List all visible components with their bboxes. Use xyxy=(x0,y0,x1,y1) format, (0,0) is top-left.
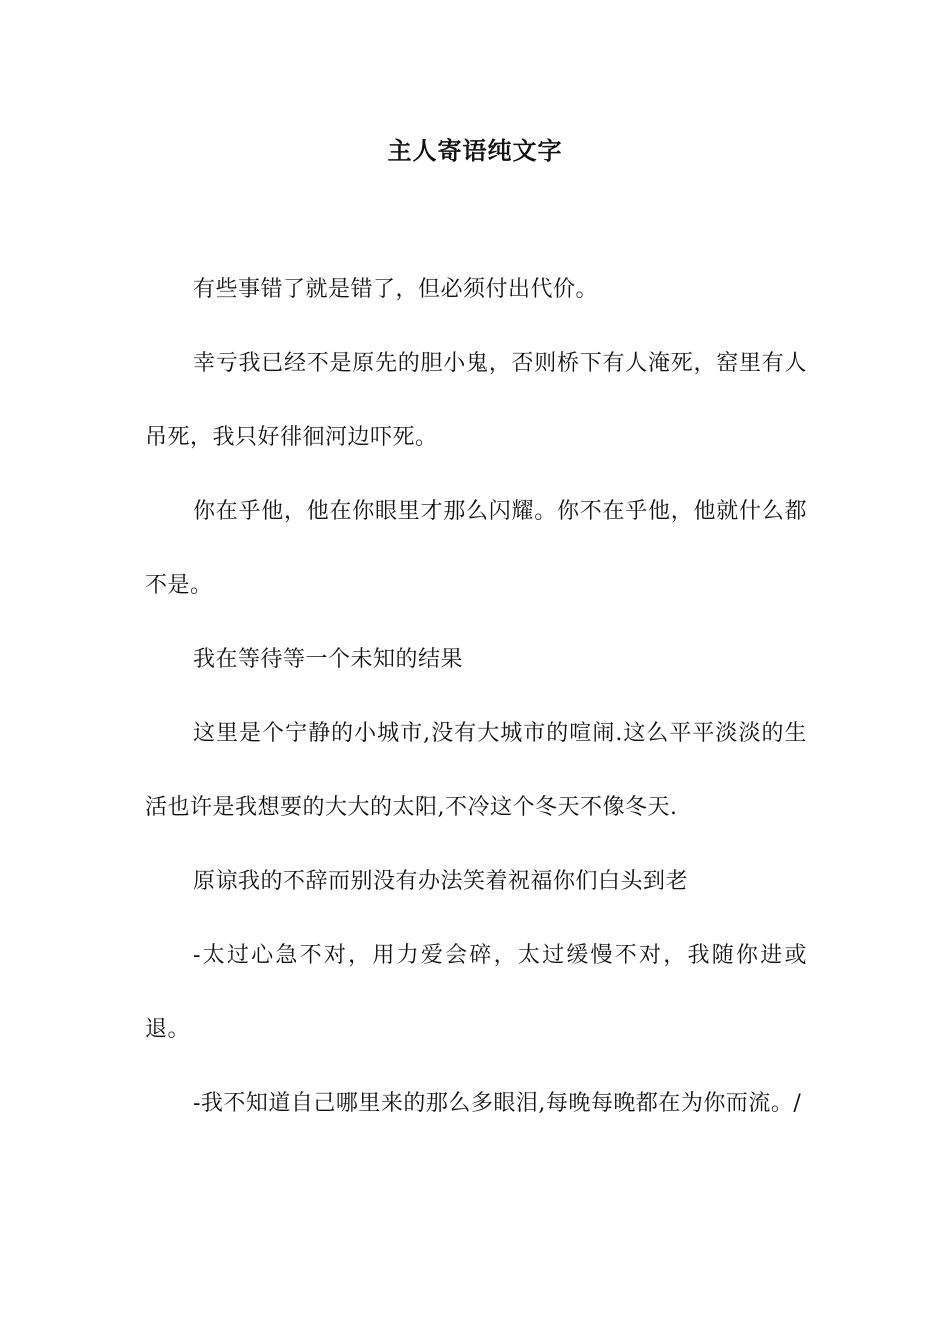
paragraph: 这里是个宁静的小城市,没有大城市的喧闹.这么平平淡淡的生活也许是我想要的大大的太阳,不冷这个冬天不像冬天. xyxy=(145,721,807,820)
paragraph: 我在等待等一个未知的结果 xyxy=(193,647,464,672)
paragraph: -我不知道自己哪里来的那么多眼泪,每晚每晚都在为你而流。/ xyxy=(193,1091,802,1116)
paragraph: 原谅我的不辞而别没有办法笑着祝福你们白头到老 xyxy=(193,869,689,894)
paragraph: 幸亏我已经不是原先的胆小鬼，否则桥下有人淹死，窑里有人吊死，我只好徘徊河边吓死。 xyxy=(145,351,807,450)
paragraph: 有些事错了就是错了，但必须付出代价。 xyxy=(193,277,599,302)
document-body xyxy=(145,253,807,1141)
paragraph: 你在乎他，他在你眼里才那么闪耀。你不在乎他，他就什么都不是。 xyxy=(145,499,807,598)
document-title: 主人寄语纯文字 xyxy=(387,136,563,165)
paragraph: -太过心急不对，用力爱会碎，太过缓慢不对，我随你进或退。 xyxy=(145,943,807,1042)
